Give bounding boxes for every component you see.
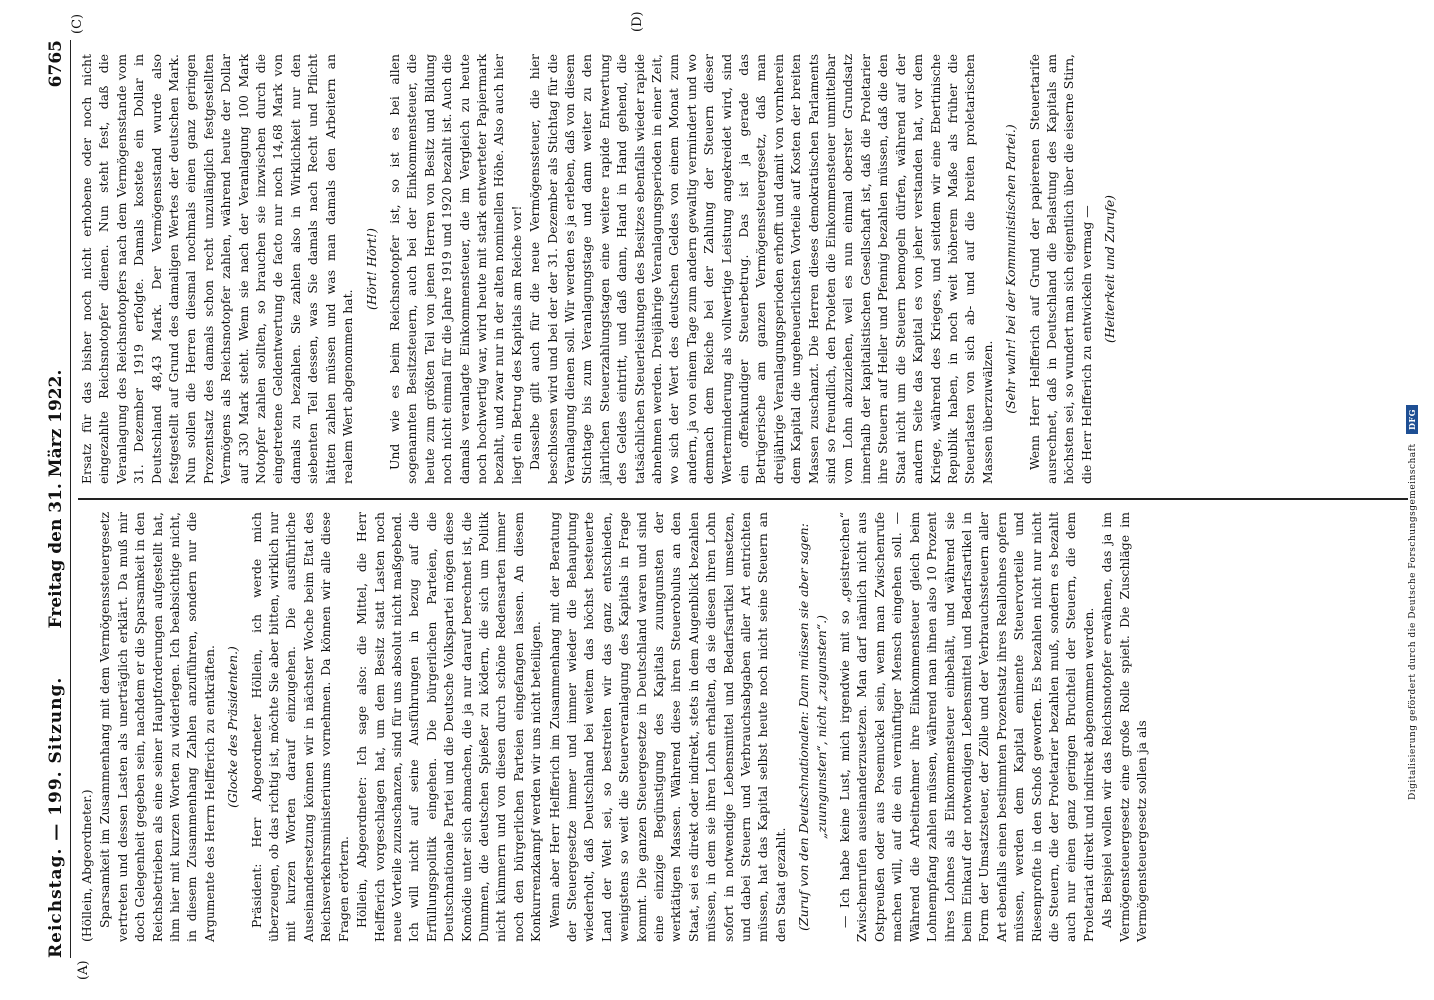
speaker-continuation: (Höllein, Abgeordneter.) bbox=[79, 789, 94, 942]
paragraph: Ersatz für das bisher noch nicht erhobene oder noch nicht eingezahlte Reichsnotopfer dienen. Nun steht fest, daß die Veranlagung des Reichsnotopfers nach dem Vermögensstande vom 31. Dezember 1919 erfolgte. Damals kostete ein Dollar in Deutschland 48,43 Mark. Der Vermögensstand wurde also festgestellt auf Grund des damaligen Wertes der deutschen Mark. Nun sollen die Herren diesmal nochmals einen ganz geringen Prozentsatz des damals schon recht unzulänglich festgestellten Vermögens als Reichsnotopfer zahlen, während heute der Dollar auf 330 Mark steht. Wenn sie nach der Veranlagung 100 Mark Notopfer zahlen sollten, so brauchen sie inzwischen durch die eingetretene Geldentwertung de facto nur noch 14,68 Mark von damals zu bezahlen. Sie zahlen also in Wirklichkeit nur den siebenten Teil dessen, was Sie damals nach Recht und Pflicht hätten zahlen müssen und was man damals den Arbeitern an realem Wert abgenommen hat. bbox=[79, 54, 356, 484]
header-rule bbox=[70, 40, 71, 958]
header-left: Reichstag. — 199. Sitzung. bbox=[46, 676, 66, 958]
paragraph: Als Beispiel wollen wir das Reichsnotopfer erwähnen, das ja im Vermögensteuergesetz eine große Rolle spielt. Die Zuschläge im Vermögensteuergesetz sollen ja als bbox=[1099, 512, 1149, 942]
dfg-logo: DFG bbox=[1406, 405, 1418, 434]
paragraph-hoellein: Höllein, Abgeordneter: Ich sage also: die Mittel, die Herr Helfferich vorgeschlagen hat, um dem Besitz statt Lasten noch neue Vorteile zuzuschanzen, sind für uns absolut nicht maßgebend. Ich will nicht auf seine Ausführungen in bezug auf die Erfüllungspolitik eingehen. Die bürgerlichen Parteien, die Deutschnationale Partei und die Deutsche Volkspartei mögen diese Komödie unter sich abmachen, die ja nur darauf berechnet ist, die Dummen, die deutschen Spießer zu ködern, die sich um Politik nicht kümmern und von diesen durch schöne Redensarten immer noch den bürgerlichen Parteien eingefangen lassen. An diesem Konkurrenzkampf werden wir uns nicht beteiligen. bbox=[354, 512, 544, 942]
stage-direction: (Sehr wahr! bei der Kommunistischen Partei.) bbox=[1003, 124, 1019, 414]
margin-letter-c: (C) bbox=[70, 13, 85, 34]
right-column bbox=[78, 54, 1125, 484]
margin-letter-d: (D) bbox=[630, 11, 645, 32]
paragraph: Dasselbe gilt auch für die neue Vermögenssteuer, die hier beschlossen wird und bei der der 31. Dezember als Stichtag für die Veranlagung dienen soll. Wir werden es ja erleben, daß von diesem Stichtage bis zum Veranlagungstage und dann weiter zu den jährlichen Steuerzahlungstagen eine weitere rapide Entwertung des Geldes eintritt, und daß dann, Hand in Hand gehend, die tatsächlichen Steuerleistungen des Besitzes ebenfalls wieder rapide abnehmen werden. Dreijährige Veranlagungsperioden in einer Zeit, wo sich der Wert des deutschen Geldes von einem Monat zum andern, ja von einem Tage zum andern gewaltig vermindert und wo demnach dem Reiche bei der Zahlung der Steuern dieser Werterminderung als vollwertige Leistung angekreidet wird, sind ein offenkundiger Steuerbetrug. Das ist ja gerade das Betrügerische am ganzen Vermögenssteuergesetz, daß man dreijährige Veranlagungsperioden erhofft und damit von vornherein dem Kapital die ungeheuerlichsten Vorteile auf Kosten der breiten Massen zuschanzt. Die Herren dieses demokratischen Parlaments sind so freundlich, den Proleten die Einkommensteuer unmittelbar vom Lohn abzuziehen, weil es nun einmal oberster Grundsatz innerhalb der kapitalistischen Gesellschaft ist, daß die Proletarier ihre Steuern auf Heller und Pfennig bezahlen müssen, daß die den Staat nicht um die Steuern bemogeln dürfen, während auf der andern Seite das Kapital es von jeher verstanden hat, vor dem Kriege, während des Krieges, und seitdem wir eine Ebertinische Republik haben, in noch weit höherem Maße als früher die Steuerlasten von sich ab- und auf die breiten proletarischen Massen überzuwälzen. bbox=[527, 54, 995, 484]
digitization-note bbox=[1406, 405, 1418, 800]
header-date: Freitag den 31. März 1922. bbox=[46, 369, 66, 629]
stage-direction: (Zuruf von den Deutschnationalen: Dann müssen sie aber sagen: „zuungunsten“, nicht „zugunsten“.) bbox=[796, 523, 829, 931]
digitization-text: Digitalisierung gefördert durch die Deutsche Forschungsgemeinschaft bbox=[1408, 443, 1418, 800]
stage-direction: (Heiterkeit und Zurufe) bbox=[1102, 195, 1118, 343]
stage-direction: (Glocke des Präsidenten.) bbox=[225, 646, 241, 808]
paragraph-president: Präsident: Herr Abgeordneter Höllein, ich werde mich überzeugen, ob das richtig ist, möchte Sie aber bitten, wirklich nur mit kurzen Worten darauf einzugehen. Die ausführliche Auseinandersetzung können wir in nächster Woche beim Etat des Reichsverkehrsministeriums vornehmen. Da können wir alle diese Fragen erörtern. bbox=[248, 512, 351, 942]
paragraph: Wenn Herr Helfferich auf Grund der papierenen Steuertarife ausrechnet, daß in Deutschland die Belastung des Kapitals am höchsten sei, so wundert man sich eigentlich über die eiserne Stirn, die Herr Helfferich zu entwickeln vermag — bbox=[1026, 54, 1094, 484]
margin-letter-a: (A) bbox=[76, 960, 91, 980]
left-column bbox=[78, 512, 1151, 942]
page-number: 6765 bbox=[46, 40, 66, 88]
paragraph: Und wie es beim Reichsnotopfer ist, so ist es bei allen sogenannten Besitzsteuern, auch bei der Einkommensteuer, die heute zum größten Teil von jenen Herren von Besitz und Bildung noch nicht einmal für die Jahre 1919 und 1920 bezahlt ist. Auch die damals veranlagte Einkommensteuer, die im Vergleich zu heute noch hochwertig war, wird heute mit stark entwerteter Papiermark bezahlt, und zwar nur in der alten nominellen Höhe. Also auch hier liegt ein Betrug des Kapitals am Reiche vor! bbox=[386, 54, 524, 484]
paragraph: Wenn aber Herr Helfferich im Zusammenhang mit der Beratung der Steuergesetze immer und immer wieder die Behauptung wiederholt, daß Deutschland bei weitem das höchst besteuerte Land der Welt sei, so bestreiten wir das ganz entschieden, wenigstens so weit die Steuerveranlagung des Kapitals in Frage kommt. Die ganzen Steuergesetze in Deutschland waren und sind eine einzige Begünstigung des Kapitals zuungunsten der werktätigen Massen. Während diese ihren Steuerobulus an den Staat, sei es direkt oder indirekt, stets in dem Augenblick bezahlen müssen, in dem sie ihren Lohn erhalten, da sie diesen ihren Lohn sofort in notwendige Lebensmittel und Bedarfsartikel umsetzen, und dabei Steuern und Verbrauchsabgaben aller Art entrichten müssen, hat das Kapital selbst heute noch nicht seine Steuern an den Staat gezahlt. bbox=[546, 512, 788, 942]
column-divider bbox=[78, 498, 1408, 500]
stage-direction: (Hört! Hört!) bbox=[363, 228, 379, 310]
paragraph: — Ich habe keine Lust, mich irgendwie mit so „geistreichen“ Zwischenrufen auseinanderzusetzen. Man darf nämlich nicht aus Ostpreußen oder aus Posemuckel sein, wenn man Zwischenrufe machen will, auf die ein vernünftiger Mensch eingehen soll. — Während die Arbeitnehmer ihre Einkommensteuer gleich beim Lohnempfang zahlen müssen, während man ihnen also 10 Prozent ihres Lohnes als Einkommensteuer einbehält, und während sie beim Einkauf der notwendigen Lebensmittel und Bedarfsartikel in Form der Umsatzsteuer, der Zölle und der Verbrauchssteuern aller Art ebenfalls einen bestimmten Prozentsatz ihres Reallohnes opfern müssen, werden dem Kapital eminente Steuervorteile und Riesenprofite in den Schoß geworfen. Es bezahlen nicht nur nicht die Steuern, die der Proletarier bezahlen muß, sondern es bezahlt auch nur einen ganz geringen Bruchteil der Steuern, die dem Proletariat direkt und indirekt abgenommen werden. bbox=[837, 512, 1096, 942]
paragraph: Sparsamkeit im Zusammenhang mit dem Vermögenssteuergesetz vertreten und dessen Lasten als unerträglich erklärt. Da muß mir doch Gelegenheit gegeben sein, nachdem er die Sparsamkeit in den Reichsbetrieben als eine seiner Hauptforderungen aufgestellt hat, ihm hier mit kurzen Worten zu widerlegen. Ich beabsichtige nicht, in diesem Zusammenhang Zahlen anzuführen, sondern nur die Argumente des Herrn Helfferich zu entkräften. bbox=[97, 512, 217, 942]
